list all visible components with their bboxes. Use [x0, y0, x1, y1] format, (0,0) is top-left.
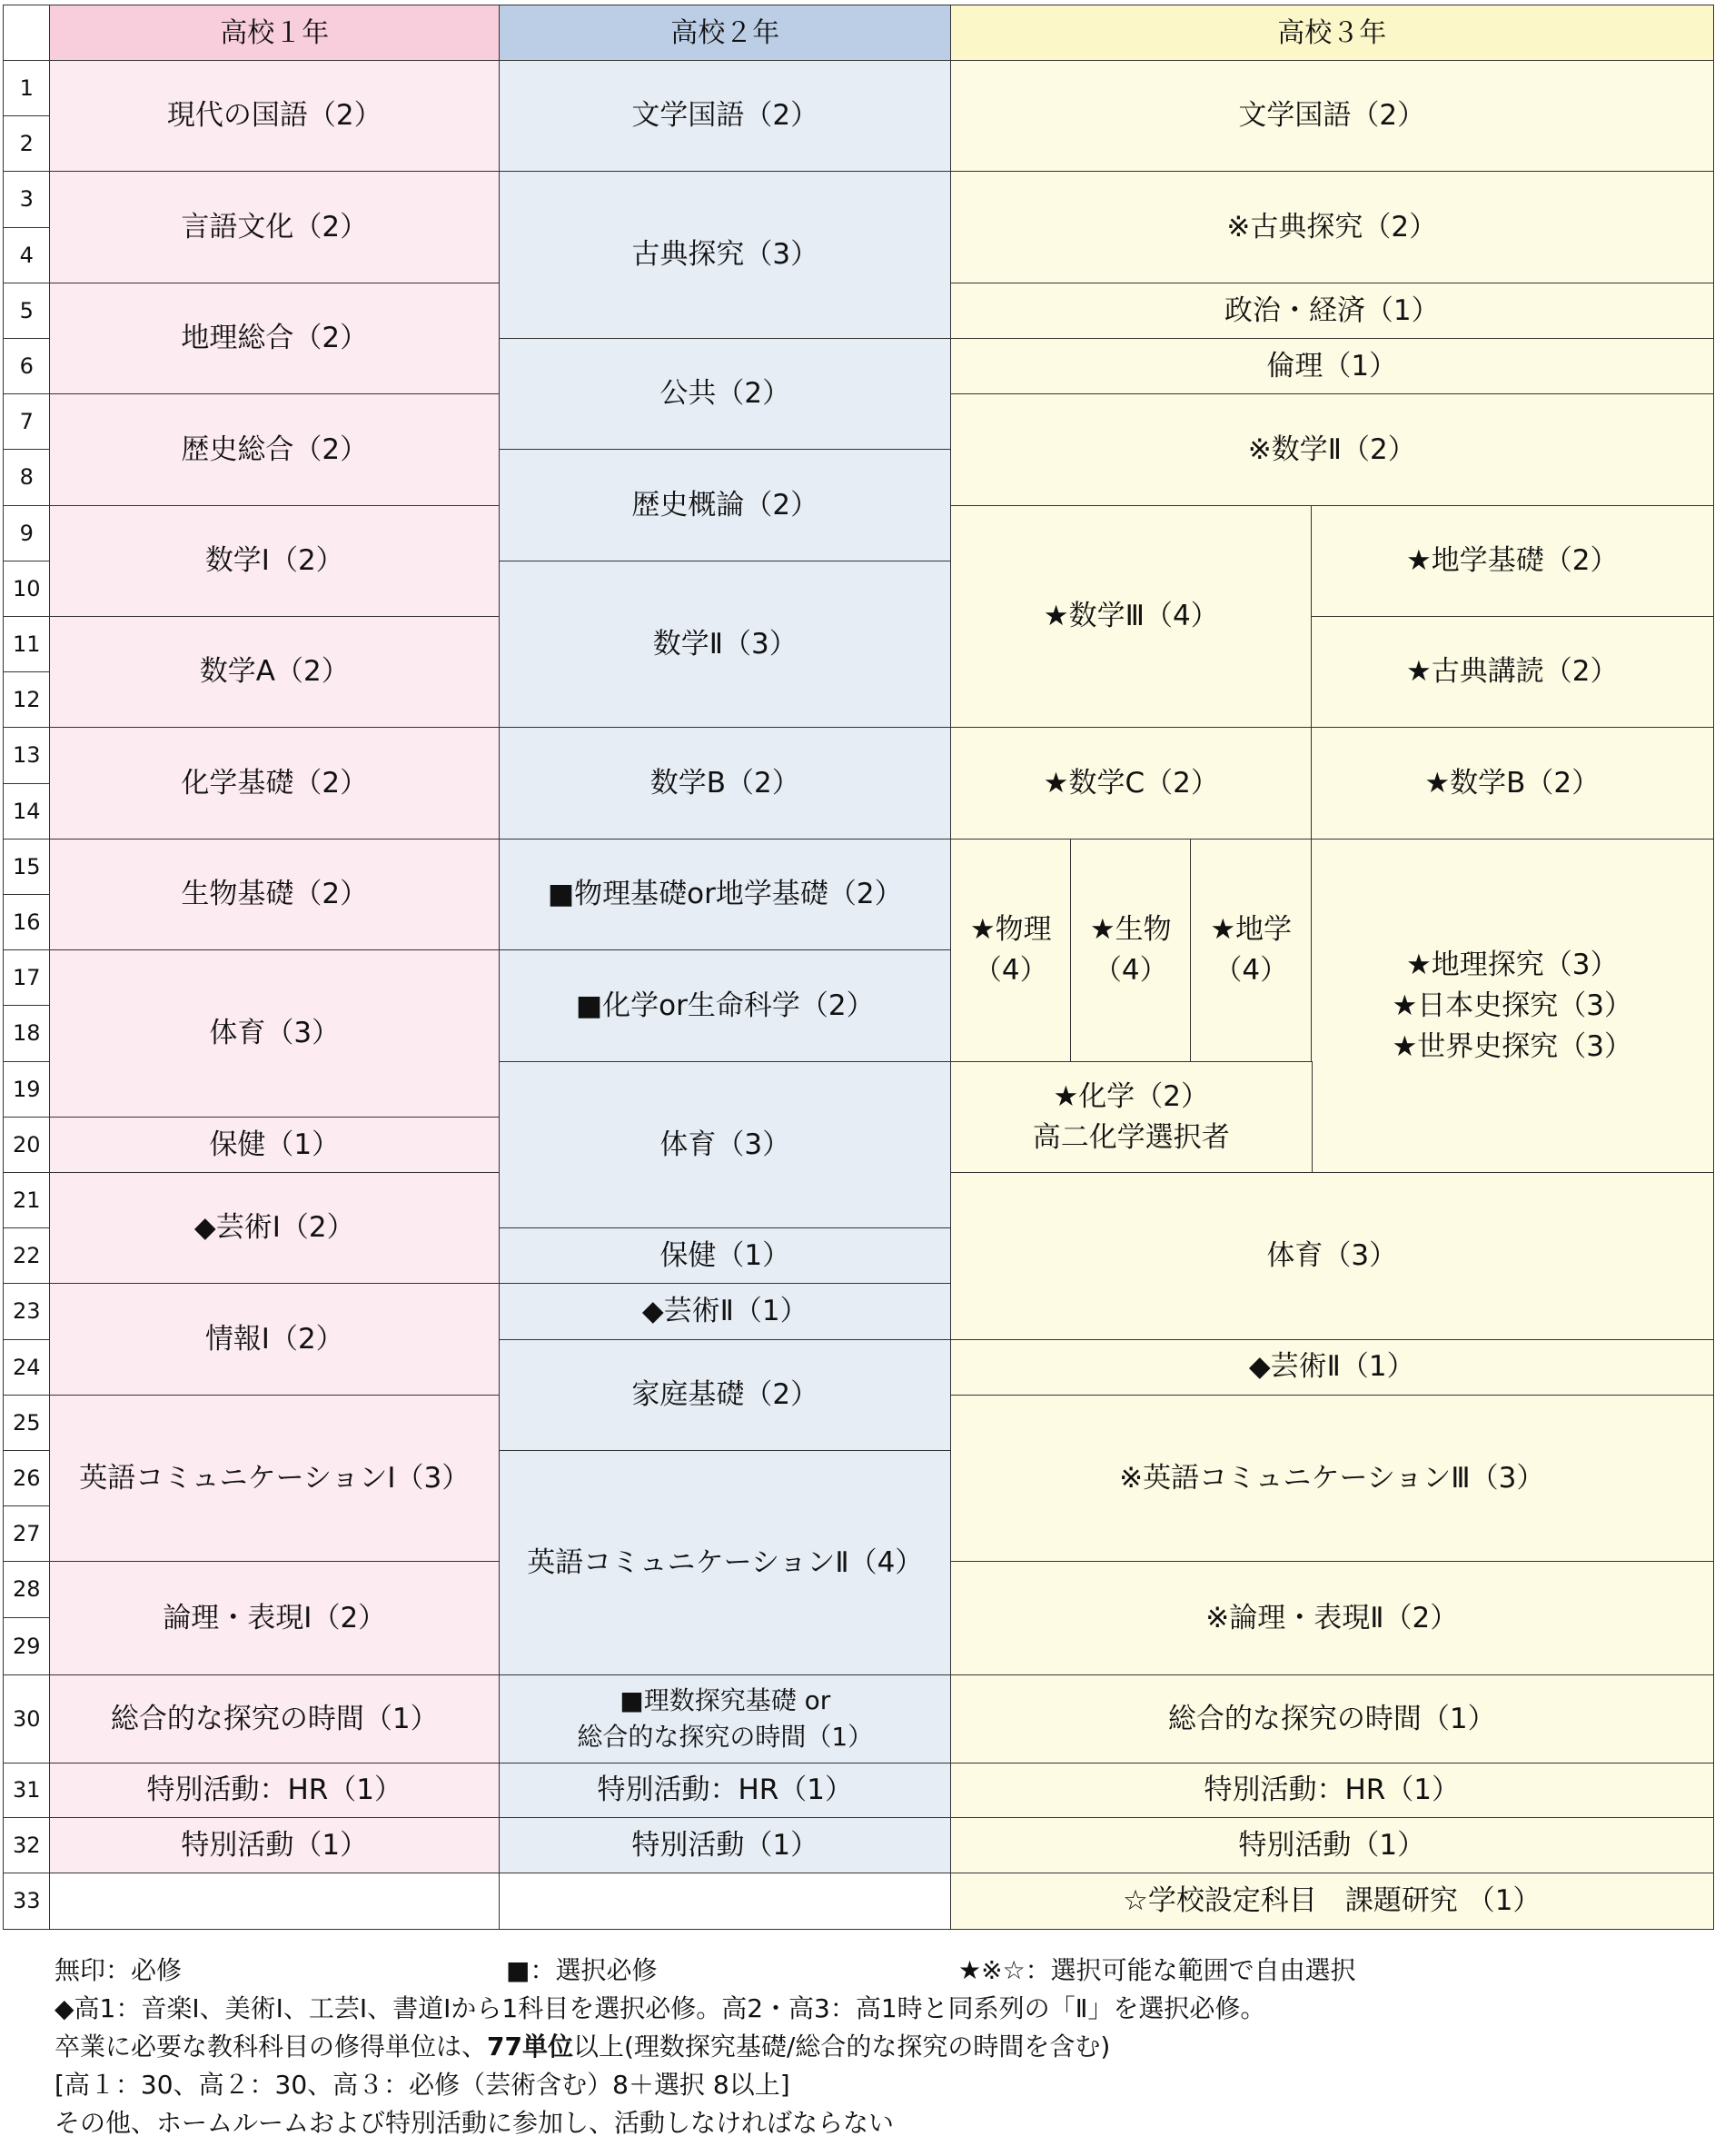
- row-number: 28: [3, 1561, 51, 1618]
- year3-subject: ※論理・表現Ⅱ（2）: [950, 1561, 1714, 1675]
- row-number: 11: [3, 616, 51, 673]
- year1-subject: 地理総合（2）: [49, 283, 501, 395]
- year3-subject: 特別活動（1）: [950, 1817, 1714, 1874]
- year1-subject: 歴史総合（2）: [49, 393, 501, 506]
- row-number: 7: [3, 393, 51, 451]
- header-year2: 高校２年: [499, 5, 952, 62]
- row-number: 14: [3, 783, 51, 840]
- year2-subject: 特別活動：HR（1）: [499, 1763, 952, 1819]
- year2-subject: 文学国語（2）: [499, 60, 952, 173]
- year2-subject: 体育（3）: [499, 1061, 952, 1229]
- header-year3: 高校３年: [950, 5, 1714, 62]
- year3-subject: ◆芸術Ⅱ（1）: [950, 1339, 1714, 1396]
- year3-subject: ★数学B（2）: [1311, 727, 1714, 840]
- year2-subject: 数学B（2）: [499, 727, 952, 840]
- row-number: 24: [3, 1339, 51, 1396]
- row-number: 2: [3, 115, 51, 173]
- row-number: 17: [3, 949, 51, 1007]
- year2-subject: 古典探究（3）: [499, 171, 952, 339]
- year2-subject: ■理数探究基礎 or 総合的な探究の時間（1）: [499, 1674, 952, 1764]
- row-number: 31: [3, 1763, 51, 1819]
- year3-subject: ★物理 （4）: [950, 839, 1072, 1062]
- year3-subject: ★生物 （4）: [1070, 839, 1192, 1062]
- year1-subject: 英語コミュニケーションⅠ（3）: [49, 1395, 501, 1563]
- row-number: 10: [3, 561, 51, 618]
- year3-subject: ※数学Ⅱ（2）: [950, 393, 1714, 506]
- legend-free-choice: ★※☆：選択可能な範囲で自由選択: [958, 1955, 1356, 1985]
- year1-subject: [49, 1873, 501, 1930]
- year2-subject: 英語コミュニケーションⅡ（4）: [499, 1450, 952, 1676]
- row-number: 20: [3, 1117, 51, 1174]
- row-number: 19: [3, 1061, 51, 1118]
- year3-subject: ★地理探究（3） ★日本史探究（3） ★世界史探究（3）: [1311, 839, 1714, 1174]
- year1-subject: ◆芸術Ⅰ（2）: [49, 1172, 501, 1285]
- row-number: 12: [3, 671, 51, 729]
- row-number: 3: [3, 171, 51, 228]
- legend-row: [55, 1952, 1690, 1990]
- year1-subject: 特別活動（1）: [49, 1817, 501, 1874]
- row-number: 27: [3, 1505, 51, 1563]
- year3-subject: ★古典講読（2）: [1311, 616, 1714, 729]
- year2-subject: [499, 1873, 952, 1930]
- notes-section: [55, 1952, 1690, 2142]
- note-credit-breakdown: [高１：30、高２：30、高３：必修（芸術含む）8＋選択 8以上]: [55, 2070, 790, 2100]
- row-number: 9: [3, 505, 51, 562]
- year2-subject: 家庭基礎（2）: [499, 1339, 952, 1452]
- row-number: 23: [3, 1283, 51, 1340]
- row-number: 13: [3, 727, 51, 784]
- year1-subject: 数学Ⅰ（2）: [49, 505, 501, 618]
- year1-subject: 言語文化（2）: [49, 171, 501, 283]
- row-number: 21: [3, 1172, 51, 1229]
- year1-subject: 総合的な探究の時間（1）: [49, 1674, 501, 1764]
- year2-subject: 歴史概論（2）: [499, 449, 952, 561]
- year2-subject: ■物理基礎or地学基礎（2）: [499, 839, 952, 951]
- row-number: 5: [3, 283, 51, 340]
- row-number: 18: [3, 1005, 51, 1062]
- year3-subject: ★地学基礎（2）: [1311, 505, 1714, 618]
- note-art-rule: ◆高1：音楽Ⅰ、美術Ⅰ、工芸Ⅰ、書道Ⅰから1科目を選択必修。高2・高3：高1時と同系列の「Ⅱ」を選択必修。: [55, 1993, 1266, 2023]
- year1-subject: 生物基礎（2）: [49, 839, 501, 951]
- year1-subject: 情報Ⅰ（2）: [49, 1283, 501, 1396]
- year1-subject: 体育（3）: [49, 949, 501, 1118]
- year1-subject: 化学基礎（2）: [49, 727, 501, 840]
- row-number: 15: [3, 839, 51, 896]
- year3-subject: ★地学 （4）: [1190, 839, 1313, 1062]
- note-homeroom: その他、ホームルームおよび特別活動に参加し、活動しなければならない: [55, 2108, 895, 2138]
- year3-subject: 総合的な探究の時間（1）: [950, 1674, 1714, 1764]
- year3-subject: ★数学C（2）: [950, 727, 1313, 840]
- row-number: 6: [3, 338, 51, 395]
- row-number: 30: [3, 1674, 51, 1764]
- row-number: 8: [3, 449, 51, 506]
- year3-subject: 政治・経済（1）: [950, 283, 1714, 340]
- year3-subject: 体育（3）: [950, 1172, 1714, 1340]
- year1-subject: 論理・表現Ⅰ（2）: [49, 1561, 501, 1675]
- legend-required: 無印：必修: [55, 1955, 183, 1985]
- header-year1: 高校１年: [49, 5, 501, 62]
- year1-subject: 保健（1）: [49, 1117, 501, 1174]
- row-number: 16: [3, 894, 51, 951]
- credits-highlight: 77単位: [487, 2032, 573, 2062]
- year2-subject: 数学Ⅱ（3）: [499, 561, 952, 729]
- year2-subject: 保健（1）: [499, 1227, 952, 1285]
- year3-subject: ※英語コミュニケーションⅢ（3）: [950, 1395, 1714, 1563]
- year3-subject: 特別活動：HR（1）: [950, 1763, 1714, 1819]
- row-number: 33: [3, 1873, 51, 1930]
- year2-subject: 公共（2）: [499, 338, 952, 451]
- row-number: 29: [3, 1617, 51, 1676]
- row-number: 26: [3, 1450, 51, 1507]
- year1-subject: 現代の国語（2）: [49, 60, 501, 173]
- note-graduation-credits: 卒業に必要な教科科目の修得単位は、77単位以上(理数探究基礎/総合的な探究の時間を含む): [55, 2032, 1111, 2062]
- row-number: 25: [3, 1395, 51, 1452]
- year2-subject: ■化学or生命科学（2）: [499, 949, 952, 1062]
- year3-subject: 文学国語（2）: [950, 60, 1714, 173]
- year3-subject: ※古典探究（2）: [950, 171, 1714, 283]
- year1-subject: 数学A（2）: [49, 616, 501, 729]
- year1-subject: 特別活動：HR（1）: [49, 1763, 501, 1819]
- row-number: 4: [3, 227, 51, 284]
- year3-subject: ★数学Ⅲ（4）: [950, 505, 1313, 729]
- year3-subject: ★化学（2） 高二化学選択者: [950, 1061, 1313, 1174]
- row-number: 32: [3, 1817, 51, 1874]
- row-number: 1: [3, 60, 51, 117]
- header-corner: [3, 5, 51, 62]
- legend-required-choice: ■：選択必修: [506, 1955, 658, 1985]
- year3-subject: 倫理（1）: [950, 338, 1714, 395]
- year3-subject: ☆学校設定科目 課題研究 （1）: [950, 1873, 1714, 1930]
- year2-subject: ◆芸術Ⅱ（1）: [499, 1283, 952, 1340]
- year2-subject: 特別活動（1）: [499, 1817, 952, 1874]
- row-number: 22: [3, 1227, 51, 1285]
